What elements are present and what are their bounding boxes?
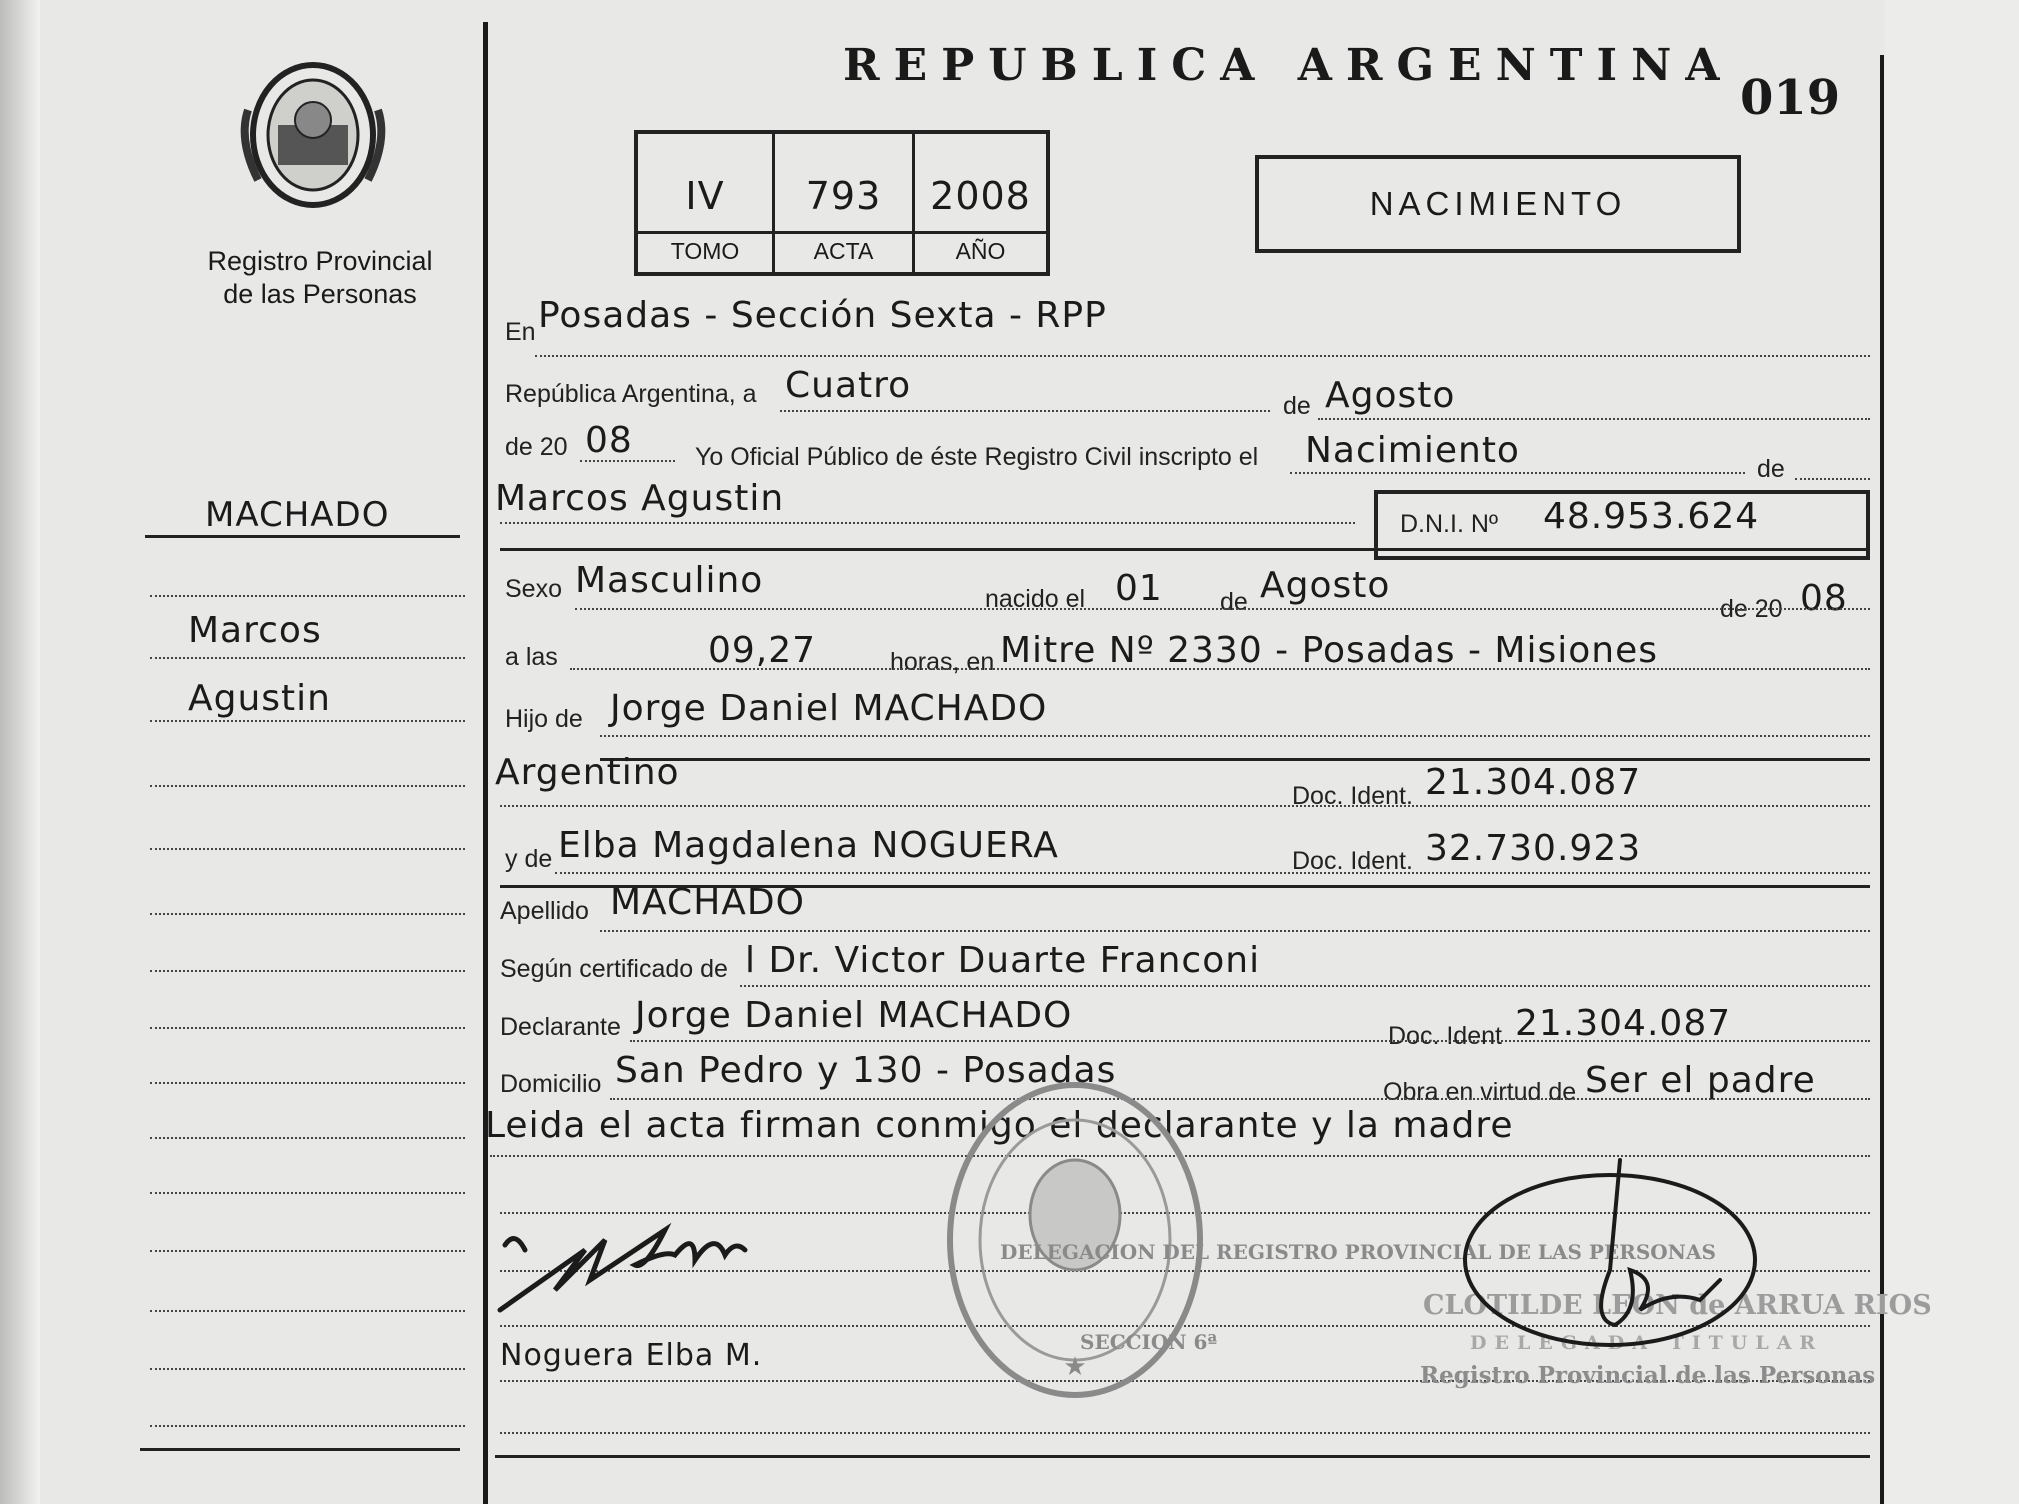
margin-name2: Agustin <box>188 678 331 719</box>
margin-line <box>150 913 465 915</box>
form-line <box>535 355 1870 357</box>
margin-surname: MACHADO <box>205 495 390 535</box>
margin-bottom-line <box>140 1448 460 1451</box>
margin-line <box>150 1027 465 1029</box>
document-number: 019 <box>1740 70 1841 126</box>
doc-label-2: Doc. Ident. <box>1292 847 1413 875</box>
sexo-label: Sexo <box>505 575 562 603</box>
apellido-label: Apellido <box>500 897 589 925</box>
margin-line <box>150 970 465 972</box>
margin-line <box>150 595 465 597</box>
registry-line2: de las Personas <box>223 279 417 309</box>
seal-bottom: SECCION 6ª <box>1080 1330 1218 1354</box>
form-line <box>600 735 1870 737</box>
padre-nacionalidad: Argentino <box>495 752 680 793</box>
margin-line <box>150 657 465 659</box>
form-rule <box>500 548 1870 551</box>
mother-signature: Noguera Elba M. <box>500 1338 763 1373</box>
nombre-value: Marcos Agustin <box>495 478 785 519</box>
official-title: DELEGADA TITULAR <box>1470 1332 1824 1354</box>
en-value: Posadas - Sección Sexta - RPP <box>538 295 1107 336</box>
margin-line <box>150 1137 465 1139</box>
dia-value: Cuatro <box>785 365 912 406</box>
form-bottom-rule <box>495 1455 1870 1458</box>
father-signature-icon <box>495 1210 835 1320</box>
segun-label: Según certificado de <box>500 955 728 983</box>
registry-name <box>175 245 465 311</box>
margin-line <box>150 1192 465 1194</box>
form-line <box>580 460 675 462</box>
certificado-value: l Dr. Victor Duarte Franconi <box>745 940 1261 981</box>
form-line <box>555 872 1870 874</box>
form-line <box>740 985 1870 987</box>
apellido-value: MACHADO <box>610 882 805 923</box>
margin-line <box>150 1368 465 1370</box>
domicilio-label: Domicilio <box>500 1070 602 1098</box>
record-box <box>634 130 1050 276</box>
page-edge <box>0 0 40 1504</box>
margin-line <box>150 848 465 850</box>
official-name: CLOTILDE LEON de ARRUA RIOS <box>1423 1290 1932 1321</box>
mes-value: Agosto <box>1325 375 1456 416</box>
domicilio-value: San Pedro y 130 - Posadas <box>615 1050 1117 1091</box>
form-line <box>575 608 1870 610</box>
madre-doc: 32.730.923 <box>1425 828 1642 869</box>
sexo-value: Masculino <box>575 560 764 601</box>
republica-label: República Argentina, a <box>505 380 757 408</box>
acta-value: 793 <box>805 174 882 218</box>
acta-label: ACTA <box>775 231 912 265</box>
de-label: de <box>1283 392 1311 420</box>
acta-cell <box>775 134 915 272</box>
margin-line <box>150 1425 465 1427</box>
doc-label-3: Doc. Ident <box>1388 1022 1502 1050</box>
obra-value: Ser el padre <box>1585 1060 1816 1101</box>
official-org: Registro Provincial de las Personas <box>1420 1362 1876 1389</box>
svg-text:★: ★ <box>1063 1351 1087 1381</box>
declarante-value: Jorge Daniel MACHADO <box>635 995 1073 1036</box>
hora-value: 09,27 <box>708 630 817 671</box>
form-line <box>1318 418 1870 420</box>
lugar-value: Mitre Nº 2330 - Posadas - Misiones <box>1000 630 1658 671</box>
madre-value: Elba Magdalena NOGUERA <box>558 825 1059 866</box>
tomo-cell <box>638 134 775 272</box>
margin-name1: Marcos <box>188 610 322 651</box>
alas-label: a las <box>505 643 558 671</box>
de20-label-2: de 20 <box>1720 595 1783 623</box>
nacido-label: nacido el <box>985 585 1086 613</box>
yde-label: y de <box>505 845 553 873</box>
padre-value: Jorge Daniel MACHADO <box>610 688 1048 729</box>
nacido-anio: 08 <box>1800 578 1848 619</box>
de-label-2: de <box>1757 455 1785 483</box>
en-label: En <box>505 318 536 346</box>
oficial-label: Yo Oficial Público de éste Registro Civil inscripto el <box>695 443 1259 471</box>
tomo-label: TOMO <box>638 231 772 265</box>
form-line <box>600 930 1870 932</box>
form-line <box>500 1432 1870 1434</box>
margin-line <box>150 1250 465 1252</box>
seal-text: DELEGACION DEL REGISTRO PROVINCIAL DE LAS PERSONAS <box>1000 1240 1716 1264</box>
form-line <box>500 805 1870 807</box>
anio-cell <box>915 134 1046 272</box>
margin-line <box>150 1310 465 1312</box>
padre-doc: 21.304.087 <box>1425 762 1642 803</box>
doc-label: Doc. Ident. <box>1292 782 1413 810</box>
anio-value: 08 <box>585 420 633 461</box>
misiones-emblem-icon <box>233 50 393 220</box>
anio-value: 2008 <box>930 174 1031 218</box>
margin-rule <box>483 22 488 1504</box>
right-margin <box>1885 0 2019 1504</box>
inscripto-value: Nacimiento <box>1305 430 1520 471</box>
margin-line <box>150 720 465 722</box>
declarante-label: Declarante <box>500 1013 621 1041</box>
form-line <box>780 410 1270 412</box>
official-signature-icon <box>1460 1150 1760 1350</box>
de-label-3: de <box>1220 588 1248 616</box>
margin-line <box>150 1082 465 1084</box>
de20-label: de 20 <box>505 433 568 461</box>
form-line <box>500 522 1355 524</box>
obra-label: Obra en virtud de <box>1383 1078 1577 1106</box>
form-line <box>630 1040 1870 1042</box>
nacido-dia: 01 <box>1115 568 1163 609</box>
declarante-doc: 21.304.087 <box>1515 1003 1732 1044</box>
dni-value: 48.953.624 <box>1543 496 1760 537</box>
anio-label: AÑO <box>915 231 1046 265</box>
document-title: REPUBLICA ARGENTINA <box>843 40 1734 91</box>
tomo-value: IV <box>685 174 725 218</box>
form-line <box>1795 478 1870 480</box>
registry-line1: Registro Provincial <box>207 246 433 276</box>
act-type-box: NACIMIENTO <box>1255 155 1741 253</box>
hijo-label: Hijo de <box>505 705 583 733</box>
horas-label: horas, en <box>890 648 995 676</box>
margin-surname-line <box>145 535 460 538</box>
form-line <box>570 668 1870 670</box>
form-rule <box>600 758 1870 761</box>
nacido-mes: Agosto <box>1260 565 1391 606</box>
dni-label: D.N.I. Nº <box>1400 510 1499 538</box>
right-rule <box>1880 55 1884 1504</box>
form-line <box>1290 472 1745 474</box>
lectura-value: Leida el acta firman conmigo el declarante y la madre <box>485 1105 1514 1146</box>
margin-line <box>150 785 465 787</box>
